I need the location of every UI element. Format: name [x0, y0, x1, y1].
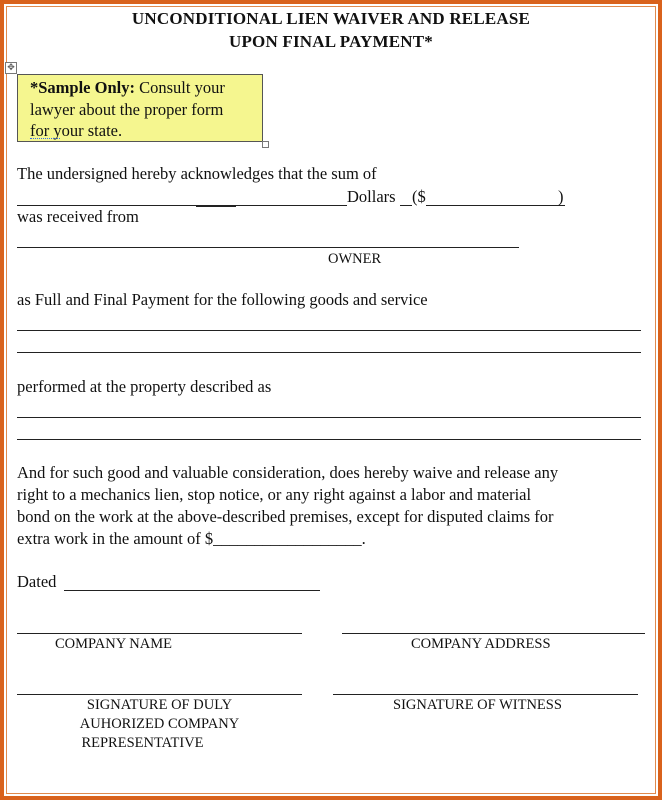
- waiver-paragraph-line1: And for such good and valuable consideration, does hereby waive and release any: [17, 463, 559, 482]
- acknowledge-text: The undersigned hereby acknowledges that the sum of: [17, 164, 377, 183]
- company-name-line[interactable]: [17, 633, 302, 634]
- officer-signature-label-line1: SIGNATURE OF DULY: [86, 697, 233, 713]
- sample-note-bold: *Sample Only:: [30, 78, 135, 97]
- document-title-line2: UPON FINAL PAYMENT*: [228, 32, 434, 51]
- waiver-paragraph-line4: extra work in the amount of $__________________.: [17, 529, 366, 548]
- sum-line-accent: [196, 205, 236, 207]
- owner-line[interactable]: [17, 247, 519, 248]
- officer-signature-label-line2: AUHORIZED COMPANY: [79, 716, 240, 732]
- goods-line-2[interactable]: [17, 352, 641, 353]
- sample-note-line1: Consult your: [134, 78, 225, 97]
- dollar-open: ($: [412, 187, 426, 206]
- company-address-label: COMPANY ADDRESS: [411, 636, 551, 652]
- move-handle-icon[interactable]: ✥: [5, 62, 17, 74]
- witness-signature-line[interactable]: [333, 694, 638, 695]
- sample-note-text: [30, 77, 225, 142]
- witness-signature-label: SIGNATURE OF WITNESS: [393, 697, 562, 713]
- sample-note-box[interactable]: [17, 74, 263, 142]
- dollar-close: ): [558, 187, 564, 206]
- document-title-line1: UNCONDITIONAL LIEN WAIVER AND RELEASE: [131, 9, 531, 28]
- dollars-label: Dollars: [347, 187, 400, 207]
- officer-signature-label-line3: REPRESENTATIVE: [81, 735, 204, 751]
- company-name-label: COMPANY NAME: [55, 636, 172, 652]
- waiver-paragraph-line3: bond on the work at the above-described premises, except for disputed claims for: [17, 507, 554, 526]
- dated-line[interactable]: [64, 590, 320, 591]
- property-line-2[interactable]: [17, 439, 641, 440]
- sum-line[interactable]: [17, 205, 565, 206]
- payment-for-text: as Full and Final Payment for the following goods and service: [17, 290, 428, 309]
- performed-text: performed at the property described as: [17, 377, 272, 396]
- resize-handle-icon[interactable]: [262, 141, 269, 148]
- sample-note-line3: for your state.: [30, 121, 123, 140]
- waiver-paragraph-line2: right to a mechanics lien, stop notice, or any right against a labor and material: [17, 485, 532, 504]
- spellcheck-underline: [30, 138, 60, 139]
- sample-note-line2: lawyer about the proper form: [30, 99, 224, 119]
- company-address-line[interactable]: [342, 633, 645, 634]
- owner-label: OWNER: [328, 251, 382, 267]
- goods-line-1[interactable]: [17, 330, 641, 331]
- property-line-1[interactable]: [17, 417, 641, 418]
- received-text: was received from: [17, 207, 139, 226]
- officer-signature-line[interactable]: [17, 694, 302, 695]
- dated-label: Dated: [17, 572, 57, 591]
